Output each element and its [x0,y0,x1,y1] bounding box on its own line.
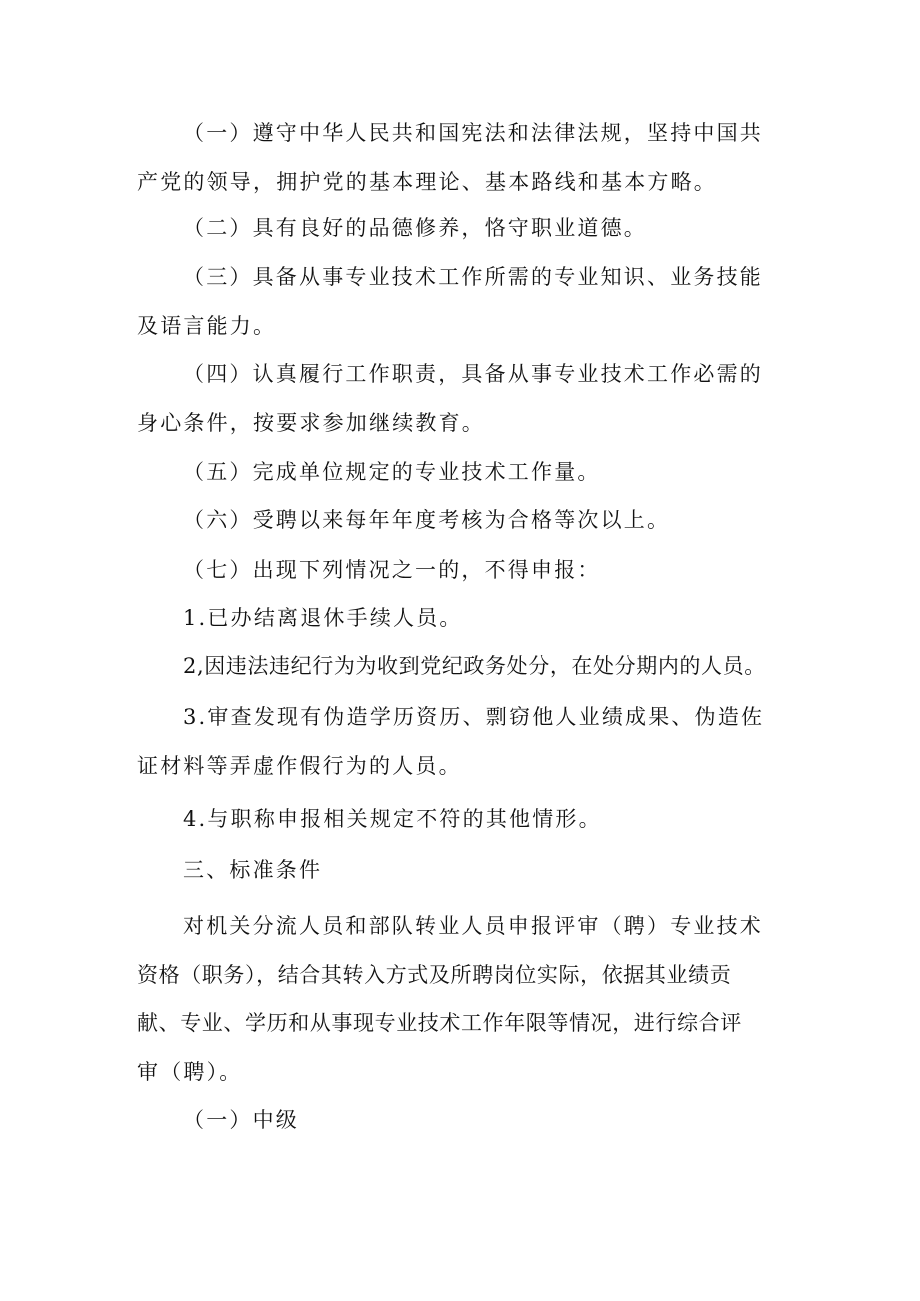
paragraph-line-12: 2,因违法违纪行为为收到党纪政务处分，在处分期内的人员。 [183,654,766,678]
paragraph-line-7: 身心条件，按要求参加继续教育。 [137,411,485,435]
paragraph-line-8: （五）完成单位规定的专业技术工作量。 [183,460,601,484]
paragraph-line-15: 4.与职称申报相关规定不符的其他情形。 [183,807,602,831]
subsection-heading: （一）中级 [183,1108,299,1132]
paragraph-line-10: （七）出现下列情况之一的，不得申报： [183,558,601,582]
paragraph-line-6: （四）认真履行工作职责，具备从事专业技术工作必需的 [183,362,763,386]
paragraph-line-2: 产党的领导，拥护党的基本理论、基本路线和基本方略。 [137,170,717,194]
paragraph-line-19: 献、专业、学历和从事现专业技术工作年限等情况，进行综合评 [137,1011,742,1035]
paragraph-line-13: 3.审查发现有伪造学历资历、剽窃他人业绩成果、伪造佐 [183,705,765,729]
paragraph-line-11: 1.已办结离退休手续人员。 [183,606,463,630]
paragraph-line-17: 对机关分流人员和部队转业人员申报评审（聘）专业技术 [183,914,763,938]
section-heading: 三、标准条件 [183,858,323,882]
paragraph-line-1: （一）遵守中华人民共和国宪法和法律法规，坚持中国共 [183,121,763,145]
paragraph-line-9: （六）受聘以来每年年度考核为合格等次以上。 [183,508,671,532]
paragraph-line-18: 资格（职务），结合其转入方式及所聘岗位实际，依据其业绩贡 [137,963,732,987]
paragraph-line-14: 证材料等弄虚作假行为的人员。 [137,754,462,778]
paragraph-line-20: 审（聘）。 [137,1060,243,1084]
paragraph-line-3: （二）具有良好的品德修养，恪守职业道德。 [183,216,647,240]
paragraph-line-5: 及语言能力。 [137,314,277,338]
paragraph-line-4: （三）具备从事专业技术工作所需的专业知识、业务技能 [183,265,763,289]
